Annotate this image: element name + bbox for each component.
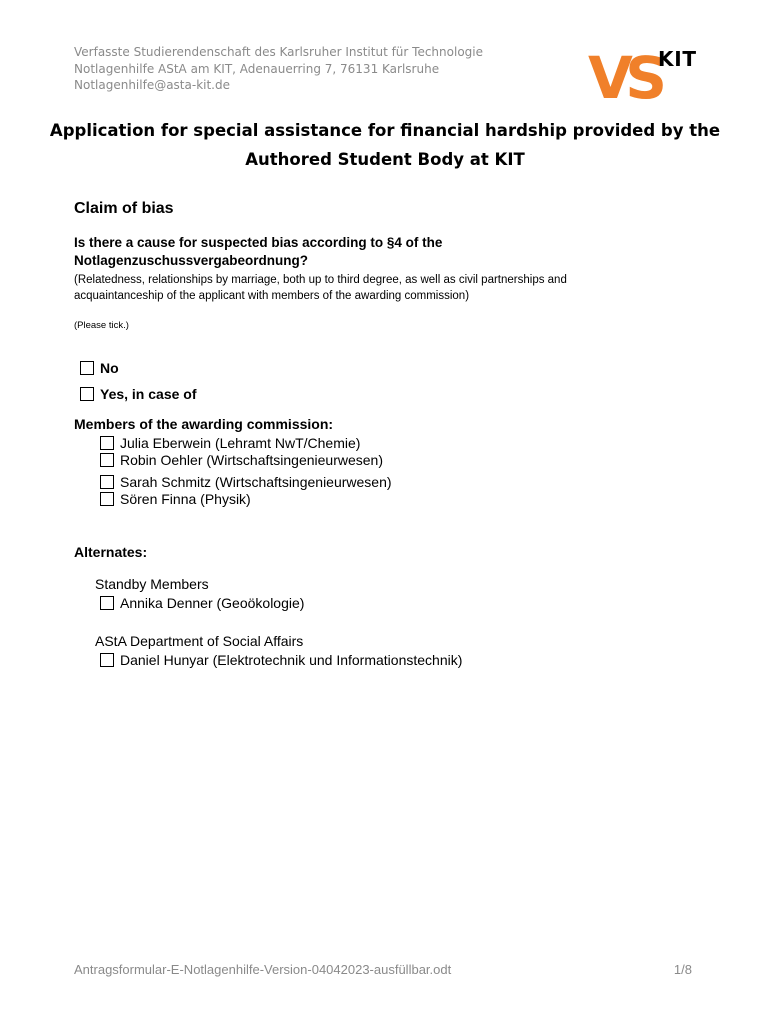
- member-item[interactable]: [100, 474, 392, 490]
- member-item[interactable]: [100, 435, 360, 451]
- checkbox-member[interactable]: [100, 475, 114, 489]
- checkbox-yes[interactable]: [80, 387, 94, 401]
- tick-instruction: (Please tick.): [74, 320, 129, 331]
- member-item[interactable]: [100, 491, 251, 507]
- letterhead-line-2: Notlagenhilfe AStA am KIT, Adenauerring 7, 76131 Karlsruhe: [74, 61, 440, 76]
- bias-question: [74, 234, 442, 270]
- option-yes-label: Yes, in case of: [100, 386, 197, 402]
- letterhead: [74, 44, 483, 94]
- member-label: Sören Finna (Physik): [120, 491, 251, 507]
- member-label: Sarah Schmitz (Wirtschaftsingenieurwesen): [120, 474, 392, 490]
- document-title: [40, 116, 730, 174]
- social-affairs-label: AStA Department of Social Affairs: [95, 633, 304, 649]
- checkbox-member[interactable]: [100, 436, 114, 450]
- option-no[interactable]: [80, 360, 119, 376]
- standby-member-item[interactable]: [100, 595, 304, 611]
- question-line-2: Notlagenzuschussvergabeordnung?: [74, 253, 309, 268]
- social-affairs-member-label: Daniel Hunyar (Elektrotechnik und Informationstechnik): [120, 652, 463, 668]
- title-line-2: Authored Student Body at KIT: [245, 150, 525, 169]
- logo-vs-text: VS: [588, 44, 662, 102]
- note-line-2: acquaintanceship of the applicant with members of the awarding commission): [74, 290, 470, 302]
- member-label: Robin Oehler (Wirtschaftsingenieurwesen): [120, 452, 383, 468]
- standby-members-label: Standby Members: [95, 576, 209, 592]
- bias-explanation: [74, 272, 694, 304]
- checkbox-social[interactable]: [100, 653, 114, 667]
- standby-member-label: Annika Denner (Geoökologie): [120, 595, 305, 611]
- social-affairs-item[interactable]: [100, 652, 462, 668]
- vs-kit-logo: [588, 44, 698, 102]
- logo-kit-text: KIT: [658, 47, 696, 71]
- question-line-1: Is there a cause for suspected bias according to §4 of the: [74, 235, 443, 250]
- note-line-1: (Relatedness, relationships by marriage, both up to third degree, as well as civil partnerships and: [74, 274, 567, 286]
- checkbox-standby[interactable]: [100, 596, 114, 610]
- member-label: Julia Eberwein (Lehramt NwT/Chemie): [120, 435, 361, 451]
- alternates-heading: Alternates:: [74, 544, 148, 560]
- option-no-label: No: [100, 360, 119, 376]
- footer-filename: Antragsformular-E-Notlagenhilfe-Version-04042023-ausfüllbar.odt: [74, 962, 452, 977]
- members-heading: Members of the awarding commission:: [74, 416, 334, 432]
- letterhead-email: Notlagenhilfe@asta-kit.de: [74, 78, 230, 92]
- page-number: 1/8: [673, 962, 692, 977]
- checkbox-no[interactable]: [80, 361, 94, 375]
- letterhead-line-1: Verfasste Studierendenschaft des Karlsruher Institut für Technologie: [74, 45, 483, 59]
- checkbox-member[interactable]: [100, 453, 114, 467]
- title-line-1: Application for special assistance for financial hardship provided by the: [49, 121, 721, 140]
- claim-heading: Claim of bias: [74, 200, 174, 217]
- option-yes[interactable]: [80, 386, 197, 402]
- checkbox-member[interactable]: [100, 492, 114, 506]
- member-item[interactable]: [100, 452, 383, 468]
